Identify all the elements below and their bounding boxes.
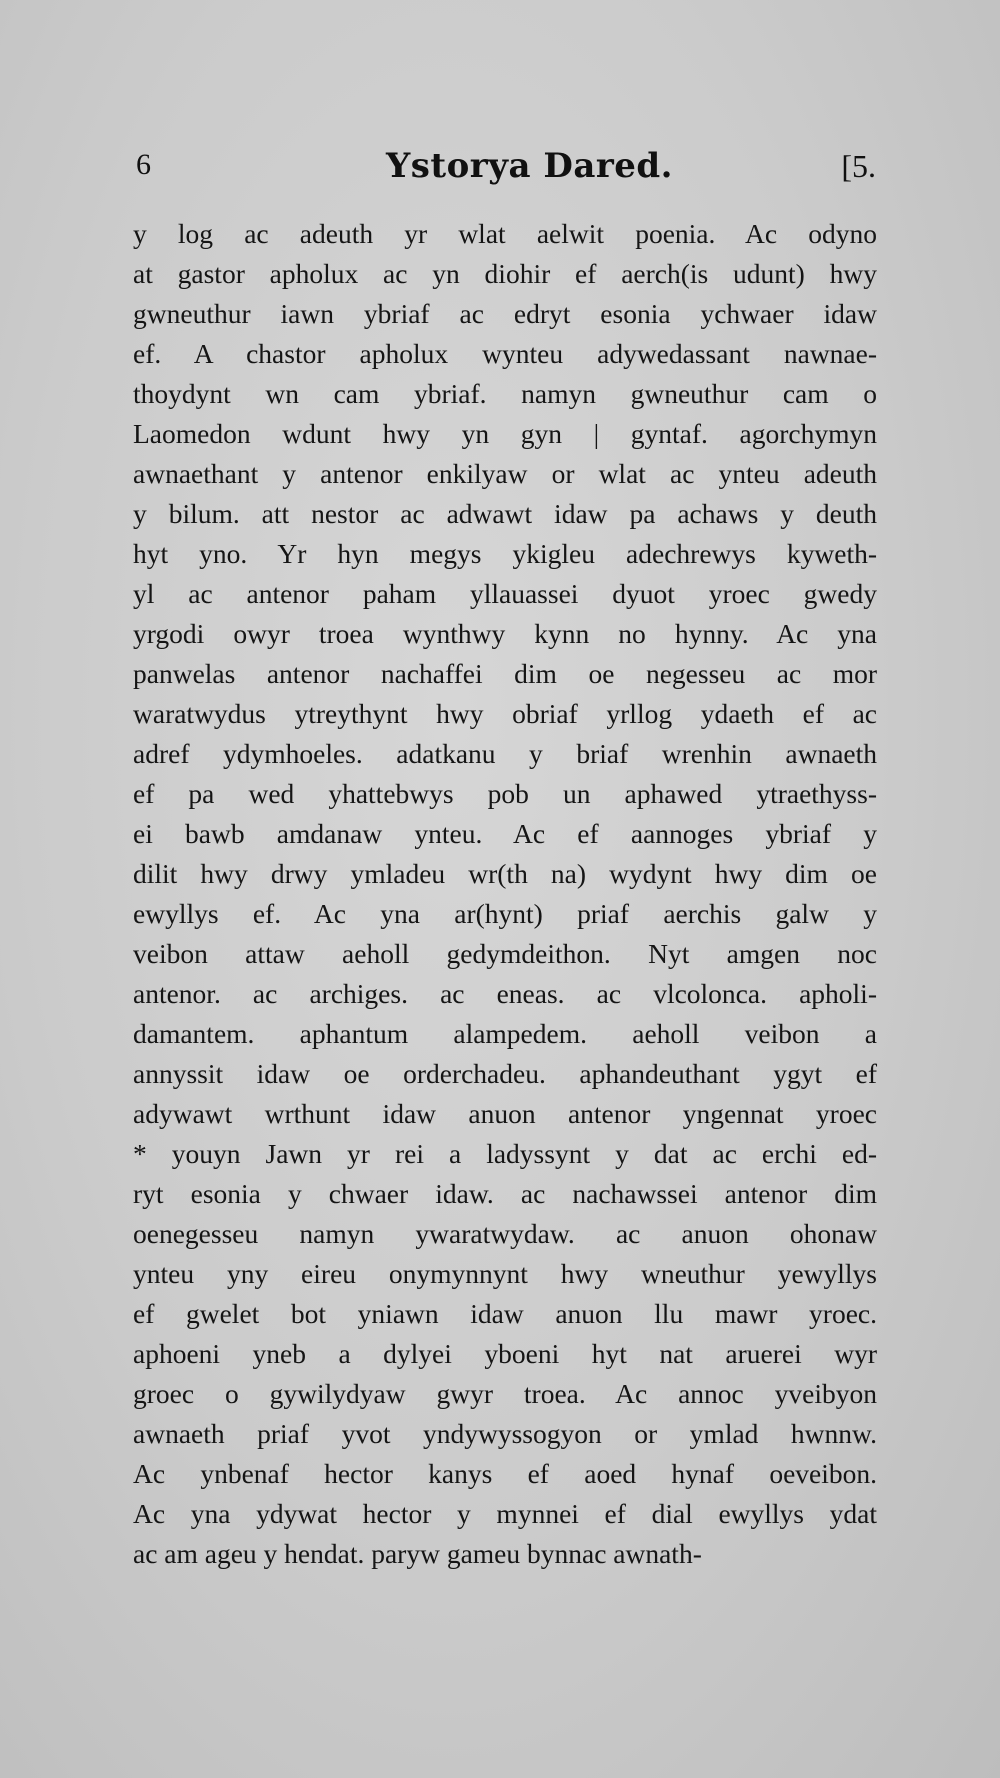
body-text (133, 214, 877, 1574)
section-number: [5. (841, 148, 876, 184)
running-title: Ystorya Dared. (386, 146, 674, 186)
page-header (136, 148, 876, 198)
text-line: waratwydus ytreythynt hwy obriaf yrllog ydaeth ef ac (133, 698, 877, 729)
text-line: awnaethant y antenor enkilyaw or wlat ac ynteu adeuth (133, 458, 877, 489)
text-line: * youyn Jawn yr rei a ladyssynt y dat ac erchi ed- (133, 1138, 877, 1169)
text-line: panwelas antenor nachaffei dim oe negesseu ac mor (133, 658, 877, 689)
text-line: y log ac adeuth yr wlat aelwit poenia. Ac odyno (133, 218, 877, 249)
text-line: awnaeth priaf yvot yndywyssogyon or ymlad hwnnw. (133, 1418, 877, 1449)
text-line: ewyllys ef. Ac yna ar(hynt) priaf aerchis galw y (133, 898, 877, 929)
text-line: oenegesseu namyn ywaratwydaw. ac anuon ohonaw (133, 1218, 877, 1249)
text-line: Ac yna ydywat hector y mynnei ef dial ewyllys ydat (133, 1498, 877, 1529)
text-line: ynteu yny eireu onymynnynt hwy wneuthur yewyllys (133, 1258, 877, 1289)
text-line: thoydynt wn cam ybriaf. namyn gwneuthur cam o (133, 378, 877, 409)
text-line: Ac ynbenaf hector kanys ef aoed hynaf oeveibon. (133, 1458, 877, 1489)
text-line: yrgodi owyr troea wynthwy kynn no hynny. Ac yna (133, 618, 877, 649)
text-line: hyt yno. Yr hyn megys ykigleu adechrewys kyweth- (133, 538, 877, 569)
text-line: aphoeni yneb a dylyei yboeni hyt nat aruerei wyr (133, 1338, 877, 1369)
text-line: ei bawb amdanaw ynteu. Ac ef aannoges ybriaf y (133, 818, 877, 849)
text-line: ef. A chastor apholux wynteu adywedassant nawnae- (133, 338, 877, 369)
text-line: yl ac antenor paham yllauassei dyuot yroec gwedy (133, 578, 877, 609)
text-line: Laomedon wdunt hwy yn gyn | gyntaf. agorchymyn (133, 418, 877, 449)
text-line: adywawt wrthunt idaw anuon antenor yngennat yroec (133, 1098, 877, 1129)
text-line: damantem. aphantum alampedem. aeholl veibon a (133, 1018, 877, 1049)
text-line: veibon attaw aeholl gedymdeithon. Nyt amgen noc (133, 938, 877, 969)
text-line: annyssit idaw oe orderchadeu. aphandeuthant ygyt ef (133, 1058, 877, 1089)
text-line: dilit hwy drwy ymladeu wr(th na) wydynt hwy dim oe (133, 858, 877, 889)
text-line: ryt esonia y chwaer idaw. ac nachawssei antenor dim (133, 1178, 877, 1209)
text-line: ac am ageu y hendat. paryw gameu bynnac awnath- (133, 1538, 702, 1569)
text-line: at gastor apholux ac yn diohir ef aerch(is udunt) hwy (133, 258, 877, 289)
text-line: antenor. ac archiges. ac eneas. ac vlcolonca. apholi- (133, 978, 877, 1009)
text-line: ef pa wed yhattebwys pob un aphawed ytraethyss- (133, 778, 877, 809)
text-line: gwneuthur iawn ybriaf ac edryt esonia ychwaer idaw (133, 298, 877, 329)
page-number: 6 (136, 148, 151, 181)
text-line: adref ydymhoeles. adatkanu y briaf wrenhin awnaeth (133, 738, 877, 769)
text-line: y bilum. att nestor ac adwawt idaw pa achaws y deuth (133, 498, 877, 529)
text-line: groec o gywilydyaw gwyr troea. Ac annoc yveibyon (133, 1378, 877, 1409)
text-line: ef gwelet bot yniawn idaw anuon llu mawr yroec. (133, 1298, 877, 1329)
